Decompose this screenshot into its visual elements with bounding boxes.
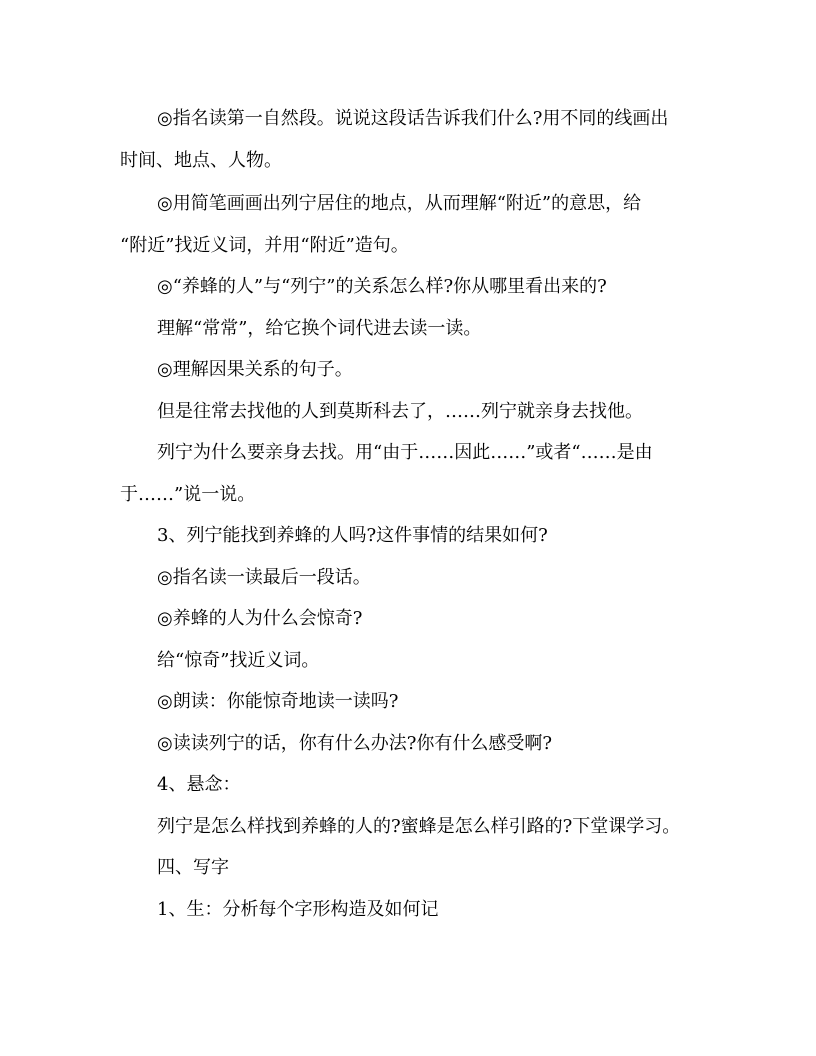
text-line: 4、悬念： [157, 774, 241, 795]
text-line: ◎指名读一读最后一段话。 [157, 567, 371, 588]
text-line: ◎指名读第一自然段。说说这段话告诉我们什么?用不同的线画出 [157, 108, 669, 129]
text-line: 但是往常去找他的人到莫斯科去了，……列宁就亲身去找他。 [157, 401, 643, 422]
text-line: ◎“养蜂的人”与“列宁”的关系怎么样?你从哪里看出来的? [157, 276, 607, 297]
text-line: “附近”找近义词，并用“附近”造句。 [120, 235, 409, 256]
text-line: 给“惊奇”找近义词。 [157, 650, 320, 671]
text-line: ◎朗读：你能惊奇地读一读吗? [157, 691, 399, 712]
text-line: ◎读读列宁的话，你有什么办法?你有什么感受啊? [157, 733, 553, 754]
text-line: 3、列宁能找到养蜂的人吗?这件事情的结果如何? [157, 525, 548, 546]
text-line: 时间、地点、人物。 [120, 150, 282, 171]
text-line: 四、写字 [157, 857, 229, 878]
text-line: 列宁为什么要亲身去找。用“由于……因此……”或者“……是由 [157, 442, 653, 463]
text-line: 列宁是怎么样找到养蜂的人的?蜜蜂是怎么样引路的?下堂课学习。 [157, 816, 681, 837]
text-line: 1、生：分析每个字形构造及如何记 [157, 899, 439, 920]
text-line: 理解“常常”，给它换个词代进去读一读。 [157, 318, 482, 339]
text-line: ◎用简笔画画出列宁居住的地点，从而理解“附近”的意思，给 [157, 193, 642, 214]
text-line: ◎理解因果关系的句子。 [157, 359, 353, 380]
text-line: ◎养蜂的人为什么会惊奇? [157, 608, 363, 629]
text-line: 于……”说一说。 [120, 484, 256, 505]
